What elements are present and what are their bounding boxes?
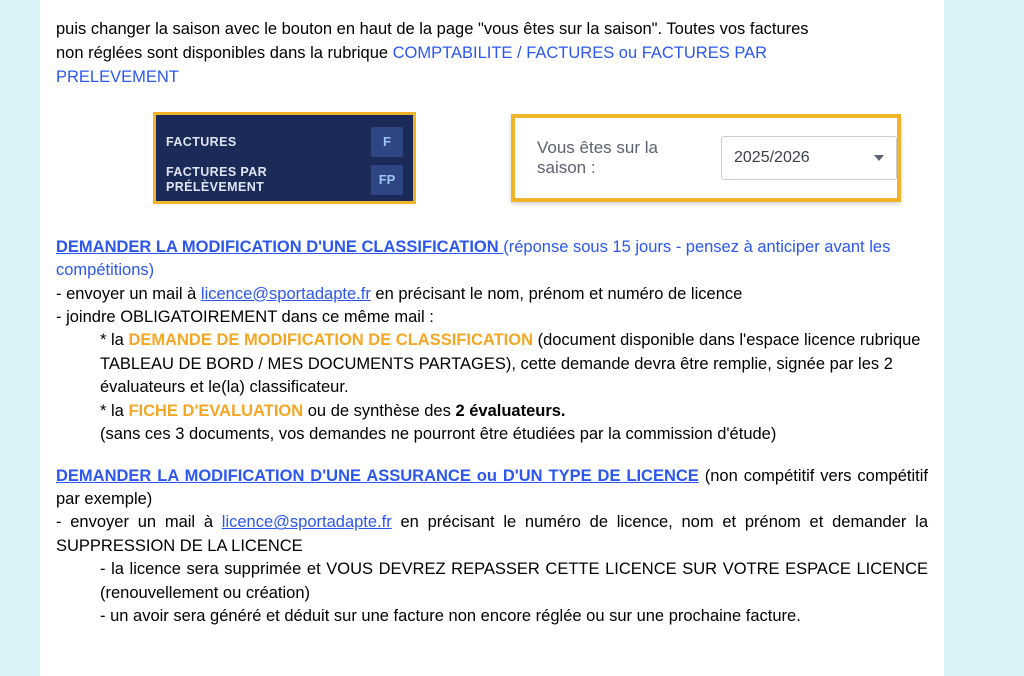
classification-item-1 xyxy=(100,329,928,399)
factures-row[interactable] xyxy=(166,123,403,161)
classification-heading-text[interactable]: DEMANDER LA MODIFICATION D'UNE CLASSIFICATION xyxy=(56,237,504,256)
saison-label: Vous êtes sur la saison : xyxy=(537,137,658,177)
classification-heading-note: (réponse sous 15 jours - pensez à anticiper avant les compétitions) xyxy=(56,237,891,280)
assurance-bullet-1 xyxy=(56,511,928,558)
fiche-evaluation-label: FICHE D'EVALUATION xyxy=(128,401,304,420)
factures-chip: F xyxy=(371,127,403,157)
assurance-heading-note: (non compétitif vers compétitif par exemple) xyxy=(56,466,928,508)
document-page xyxy=(40,0,944,676)
intro-paragraph xyxy=(56,18,928,90)
saison-selector-screenshot xyxy=(511,114,901,202)
saison-dropdown[interactable] xyxy=(721,136,897,180)
factures-prelevement-chip: FP xyxy=(371,165,403,195)
classification-item-2-mid: ou de synthèse des xyxy=(303,401,456,420)
section-classification xyxy=(56,236,928,447)
classification-item-3: (sans ces 3 documents, vos demandes ne pourront être étudiées par la commission d'étude) xyxy=(100,425,777,444)
factures-prelevement-label: FACTURES PAR PRÉLÈVEMENT xyxy=(166,165,268,194)
saison-selected-value: 2025/2026 xyxy=(734,148,810,166)
assurance-bullet-1-pre: - envoyer un mail à xyxy=(56,513,222,532)
classification-item-1-pre: * la xyxy=(100,331,129,350)
classification-bullet-1 xyxy=(56,283,928,306)
demande-modification-classification-label: DEMANDE DE MODIFICATION DE CLASSIFICATION xyxy=(128,331,533,350)
intro-line-2 xyxy=(56,42,928,66)
classification-bullet-1-post: en précisant le nom, prénom et numéro de licence xyxy=(370,284,743,303)
classification-item-1-rest: (document disponible dans l'espace licence rubrique TABLEAU DE BORD / MES DOCUMENTS PARTAGES), cette demande devra être remplie, signée par les 2 évaluateurs et le(la) classificateur. xyxy=(100,331,921,397)
assurance-bullet-1-post: en précisant le numéro de licence, nom et prénom et demander la SUPPRESSION DE LA LICENCE xyxy=(56,513,928,555)
classification-item-2-bold: 2 évaluateurs. xyxy=(455,401,566,420)
classification-item-2-pre: * la xyxy=(100,401,129,420)
section-spacer xyxy=(56,447,928,461)
licence-email-link[interactable]: licence@sportadapte.fr xyxy=(200,284,371,303)
intro-line-3[interactable]: PRELEVEMENT xyxy=(56,67,179,86)
intro-line-2-text: non réglées sont disponibles dans la rubrique xyxy=(56,43,393,62)
assurance-heading-text[interactable]: DEMANDER LA MODIFICATION D'UNE ASSURANCE ou D'UN TYPE DE LICENCE xyxy=(56,466,699,485)
intro-line-1: puis changer la saison avec le bouton en haut de la page "vous êtes sur la saison". Toutes vos factures xyxy=(56,20,809,38)
classification-heading xyxy=(56,236,928,283)
factures-menu-screenshot xyxy=(153,112,416,204)
screenshots-row xyxy=(56,112,928,232)
chevron-down-icon xyxy=(874,155,884,161)
assurance-heading xyxy=(56,465,928,512)
assurance-sub-1: - la licence sera supprimée et VOUS DEVREZ REPASSER CETTE LICENCE SUR VOTRE ESPACE LICENCE (renouvellement ou création) xyxy=(100,560,928,602)
factures-label: FACTURES xyxy=(166,134,237,149)
licence-email-link-2[interactable]: licence@sportadapte.fr xyxy=(221,513,392,532)
factures-prelevement-row[interactable] xyxy=(166,161,403,199)
classification-bullet-2: - joindre OBLIGATOIREMENT dans ce même mail : xyxy=(56,308,434,327)
classification-item-2 xyxy=(100,400,928,423)
rubrique-link[interactable]: COMPTABILITE / FACTURES ou FACTURES PAR xyxy=(392,43,768,62)
section-assurance xyxy=(56,465,928,629)
classification-bullet-1-pre: - envoyer un mail à xyxy=(56,284,201,303)
assurance-sub-2: - un avoir sera généré et déduit sur une facture non encore réglée ou sur une prochaine facture. xyxy=(100,607,801,626)
